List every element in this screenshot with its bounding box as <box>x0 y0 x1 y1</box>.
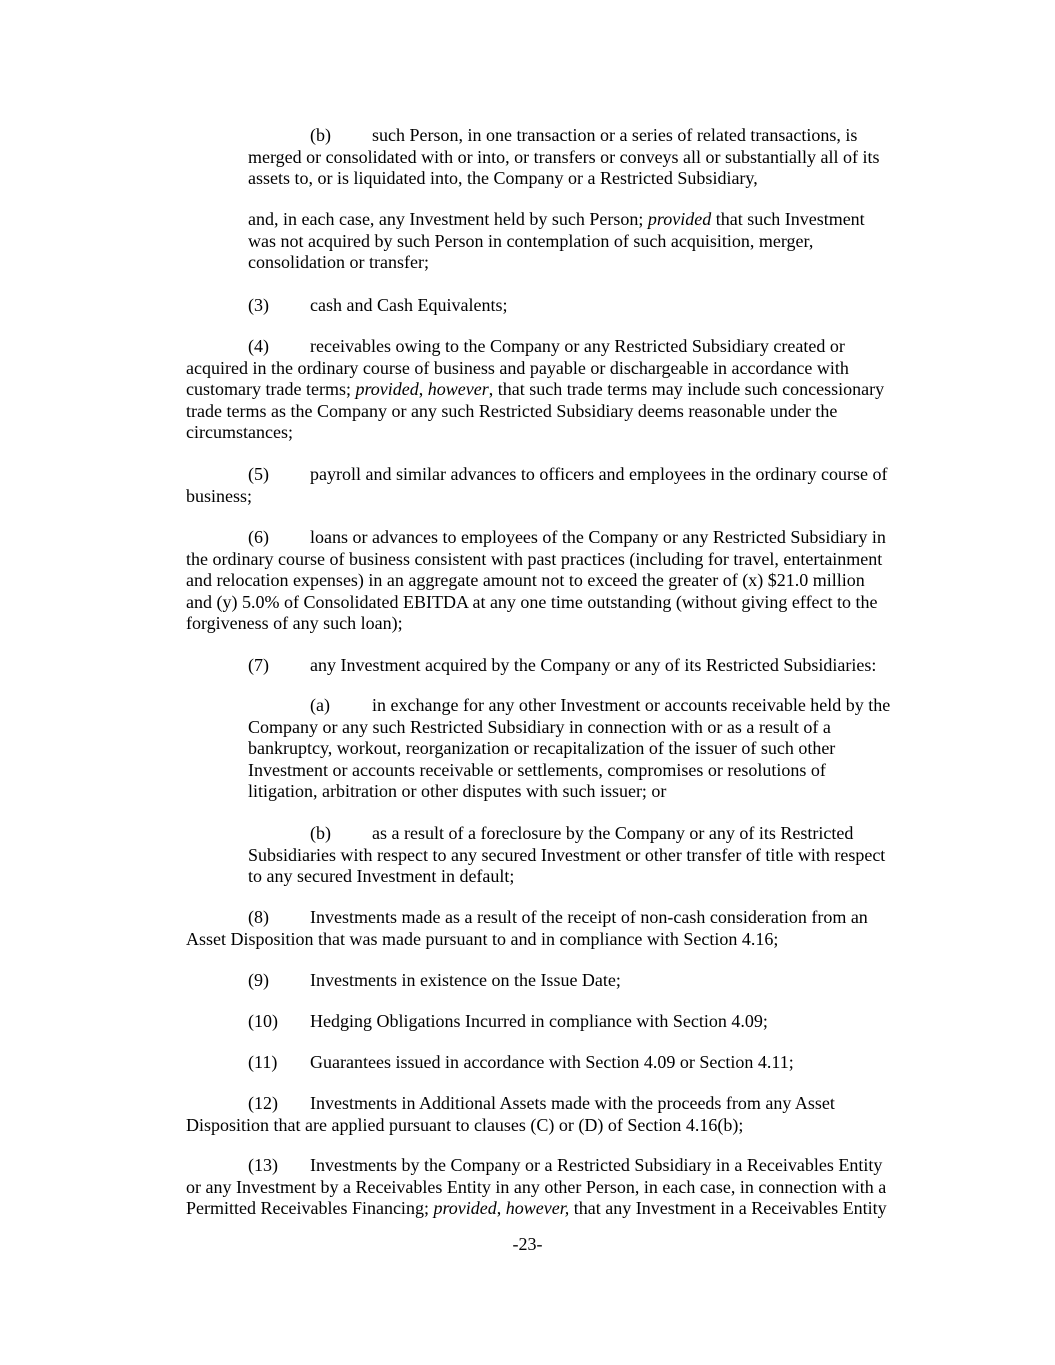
subclause-b-merger: (b) such Person, in one transaction or a series of related transactions, is merged or consolidated with or into, or transfers or conveys all or substantially all of its assets to, or is liquidated into, the Company or a Restricted Subsidiary, <box>248 125 880 188</box>
clause-7: (7) any Investment acquired by the Company or any of its Restricted Subsidiaries: <box>248 655 877 675</box>
clause-13: (13) Investments by the Company or a Restricted Subsidiary in a Receivables Entity or any Investment by a Receivables Entity in any other Person, in each case, in connection with a Permitted Receivables Financing; provided, however, that any Investment in a Receivables Entity <box>186 1155 887 1218</box>
subclause-number: (b) <box>310 823 331 843</box>
clause-number: (11) <box>248 1052 278 1072</box>
clause-number: (6) <box>248 527 269 547</box>
clause-12: (12) Investments in Additional Assets made with the proceeds from any Asset Disposition that are applied pursuant to clauses (C) or (D) of Section 4.16(b); <box>186 1093 835 1135</box>
clause-number: (9) <box>248 970 269 990</box>
clause-number: (3) <box>248 295 269 315</box>
clause-number: (13) <box>248 1155 278 1175</box>
subclause-b-foreclosure: (b) as a result of a foreclosure by the Company or any of its Restricted Subsidiaries with respect to any secured Investment or other transfer of title with respect to any secured Investment in default; <box>248 823 886 886</box>
subclause-number: (a) <box>310 695 330 715</box>
page-number: -23- <box>512 1234 543 1254</box>
clause-number: (8) <box>248 907 269 927</box>
clause-number: (7) <box>248 655 269 675</box>
clause-6: (6) loans or advances to employees of the Company or any Restricted Subsidiary in the ordinary course of business consistent with past practices (including for travel, entertainment and relocation expenses) in an aggregate amount not to exceed the greater of (x) $21.0 million and (y) 5.0% of Consolidated EBITDA at any one time outstanding (without giving effect to the forgiveness of any such loan); <box>186 527 886 633</box>
clause-number: (5) <box>248 464 269 484</box>
clause-10: (10) Hedging Obligations Incurred in compliance with Section 4.09; <box>248 1011 768 1031</box>
clause-number: (4) <box>248 336 269 356</box>
clause-9: (9) Investments in existence on the Issue Date; <box>248 970 621 990</box>
subclause-number: (b) <box>310 125 331 145</box>
clause-3: (3) cash and Cash Equivalents; <box>248 295 508 315</box>
clause-5: (5) payroll and similar advances to officers and employees in the ordinary course of business; <box>186 464 888 506</box>
subclause-a-exchange: (a) in exchange for any other Investment or accounts receivable held by the Company or any such Restricted Subsidiary in connection with or as a result of a bankruptcy, workout, reorganization or recapitalization of the issuer of such other Investment or accounts receivable or settlements, compromises or resolutions of litigation, arbitration or other disputes with such issuer; or <box>248 695 891 801</box>
and-in-each-case-paragraph: and, in each case, any Investment held by such Person; provided that such Investment was not acquired by such Person in contemplation of such acquisition, merger, consolidation or transfer; <box>248 209 865 272</box>
clause-4: (4) receivables owing to the Company or any Restricted Subsidiary created or acquired in the ordinary course of business and payable or dischargeable in accordance with customary trade terms; provided, however, that such trade terms may include such concessionary trade terms as the Company or any such Restricted Subsidiary deems reasonable under the circumstances; <box>186 336 885 442</box>
clause-8: (8) Investments made as a result of the receipt of non-cash consideration from an Asset Disposition that was made pursuant to and in compliance with Section 4.16; <box>186 907 868 949</box>
clause-11: (11) Guarantees issued in accordance with Section 4.09 or Section 4.11; <box>248 1052 794 1072</box>
clause-number: (12) <box>248 1093 278 1113</box>
clause-number: (10) <box>248 1011 278 1031</box>
